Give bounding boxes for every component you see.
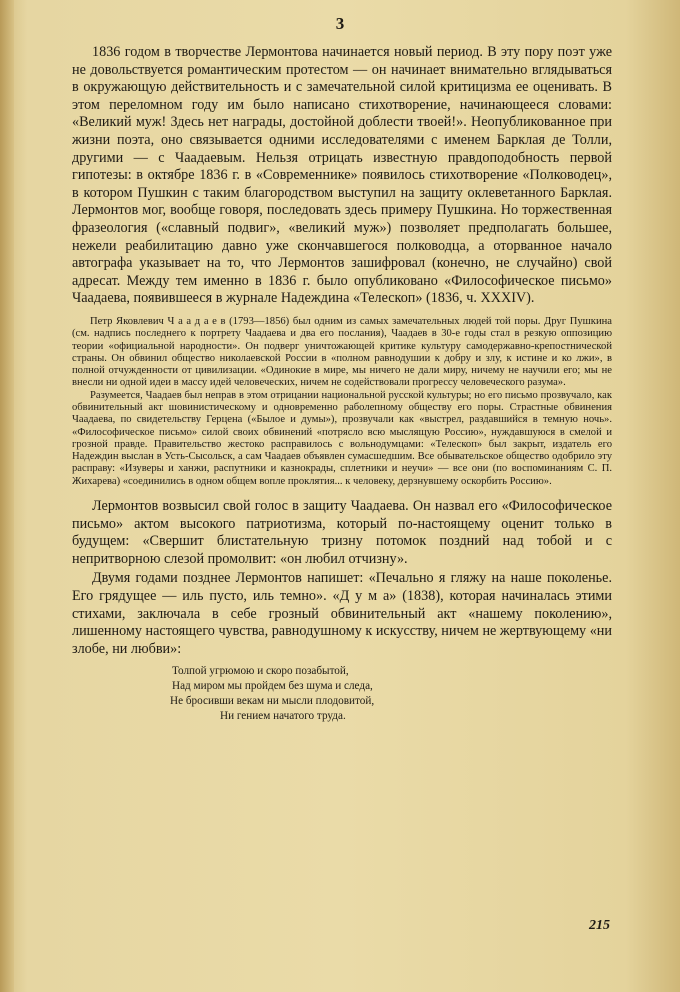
page-number-bottom: 215 <box>589 918 610 933</box>
paragraph-2: Лермонтов возвысил свой голос в защиту Чаадаева. Он назвал его «Философическое письмо» актом высокого патриотизма, который по-настоящему оценит только в будущем: «Свершит блистательную тризну потомок поздний над тобой и с непритворною слезой промолвит: «он любил отчизну». <box>72 498 612 567</box>
note-paragraph-1: Петр Яковлевич Ч а а д а е в (1793—1856) был одним из самых замечательных людей той поры. Друг Пушкина (см. надпись последнего к портрету Чаадаева и два его послания), Чаадаев в 30-е годы стал в резкую оппозицию теории «официальной народности». Он подверг уничтожающей критике культуру самодержавно-крепостнической страны. Он обвинил общество николаевской России в «полном равнодушии к добру и злу, к истине и ко лжи», в полной отчужденности от цивилизации. «Одинокие в мире, мы ничего не дали миру, ничему не научили его; мы не внесли ни одной идеи в массу идей человеческих, ничем не содействовали прогрессу человеческого разума». <box>72 315 612 389</box>
main-text <box>72 44 612 724</box>
poem-line: Ни гением начатого труда. <box>220 710 346 723</box>
page-edge-shadow <box>0 0 14 992</box>
poem-line: Над миром мы пройдем без шума и следа, <box>172 680 373 693</box>
page-number-top: 3 <box>335 14 345 33</box>
poem-line: Толпой угрюмою и скоро позабытой, <box>172 665 349 678</box>
poem-excerpt <box>172 664 612 724</box>
note-paragraph-2: Разумеется, Чаадаев был неправ в этом отрицании национальной русской культуры; но его письмо прозвучало, как обвинительный акт шовинистическому и одновременно раболепному обществу его поры. Страстные обвинения Чаадаева, по свидетельству Герцена («Былое и думы»), прозвучали как «выстрел, раздавшийся в темную ночь». «Философическое письмо» силой своих обвинений «потрясло всю мыслящую Россию», нуждавшуюся в смелой и грозной правде. Правительство жестоко расправилось с вольнодумцами: «Телескоп» был закрыт, издатель его Надеждин выслан в Усть-Сысольск, а сам Чаадаев объявлен сумасшедшим. Все обывательское общество одобрило эту расправу: «Изуверы и ханжи, распутники и казнокрады, сплетники и неучи» — все они (по воспоминаниям С. П. Жихарева) «соединились в одном общем вопле проклятия... к человеку, дерзнувшему оскорбить Россию». <box>72 389 612 487</box>
poem-line: Не бросивши векам ни мысли плодовитой, <box>170 695 375 708</box>
paragraph-3: Двумя годами позднее Лермонтов напишет: «Печально я гляжу на наше поколенье. Его грядущее — иль пусто, иль темно». «Д у м а» (1838), которая начиналась этими стихами, заключала в себе грозный обвинительный акт «нашему поколению», лишенному настоящего чувства, равнодушному к искусству, ничем не жертвующему «ни злобе, ни любви»: <box>72 570 612 657</box>
continued-text <box>72 498 612 658</box>
paragraph-1: 1836 годом в творчестве Лермонтова начинается новый период. В эту пору поэт уже не довольствуется романтическим протестом — он начинает внимательно вглядываться в окружающую действительность и с замечательной силой критицизма ее оценивать. В этом переломном году им было написано стихотворение, начинающееся словами: «Великий муж! Здесь нет награды, достойной доблести твоей!». Неопубликованное при жизни поэта, оно связывается одними исследователями с именем Барклая де Толли, другими — с Чаадаевым. Нельзя отрицать известную правдоподобность первой гипотезы: в октябре 1836 г. в «Современнике» появилось стихотворение «Полководец», в котором Пушкин с таким благородством выступил на защиту оклеветанного Барклая. Лермонтов мог, вообще говоря, последовать здесь примеру Пушкина. Но торжественная фразеология («славный подвиг», «великий муж») позволяет предполагать большее, нежели реабилитацию давно уже скончавшегося полководца, а оторванное начало автографа указывает на то, что Лермонтов зашифровал (конечно, не случайно) свой адресат. Между тем именно в 1836 г. было опубликовано «Философическое письмо» Чаадаева, появившееся в журнале Надеждина «Телескоп» (1836, ч. XXXIV). <box>72 44 612 307</box>
small-print-note <box>72 316 612 488</box>
